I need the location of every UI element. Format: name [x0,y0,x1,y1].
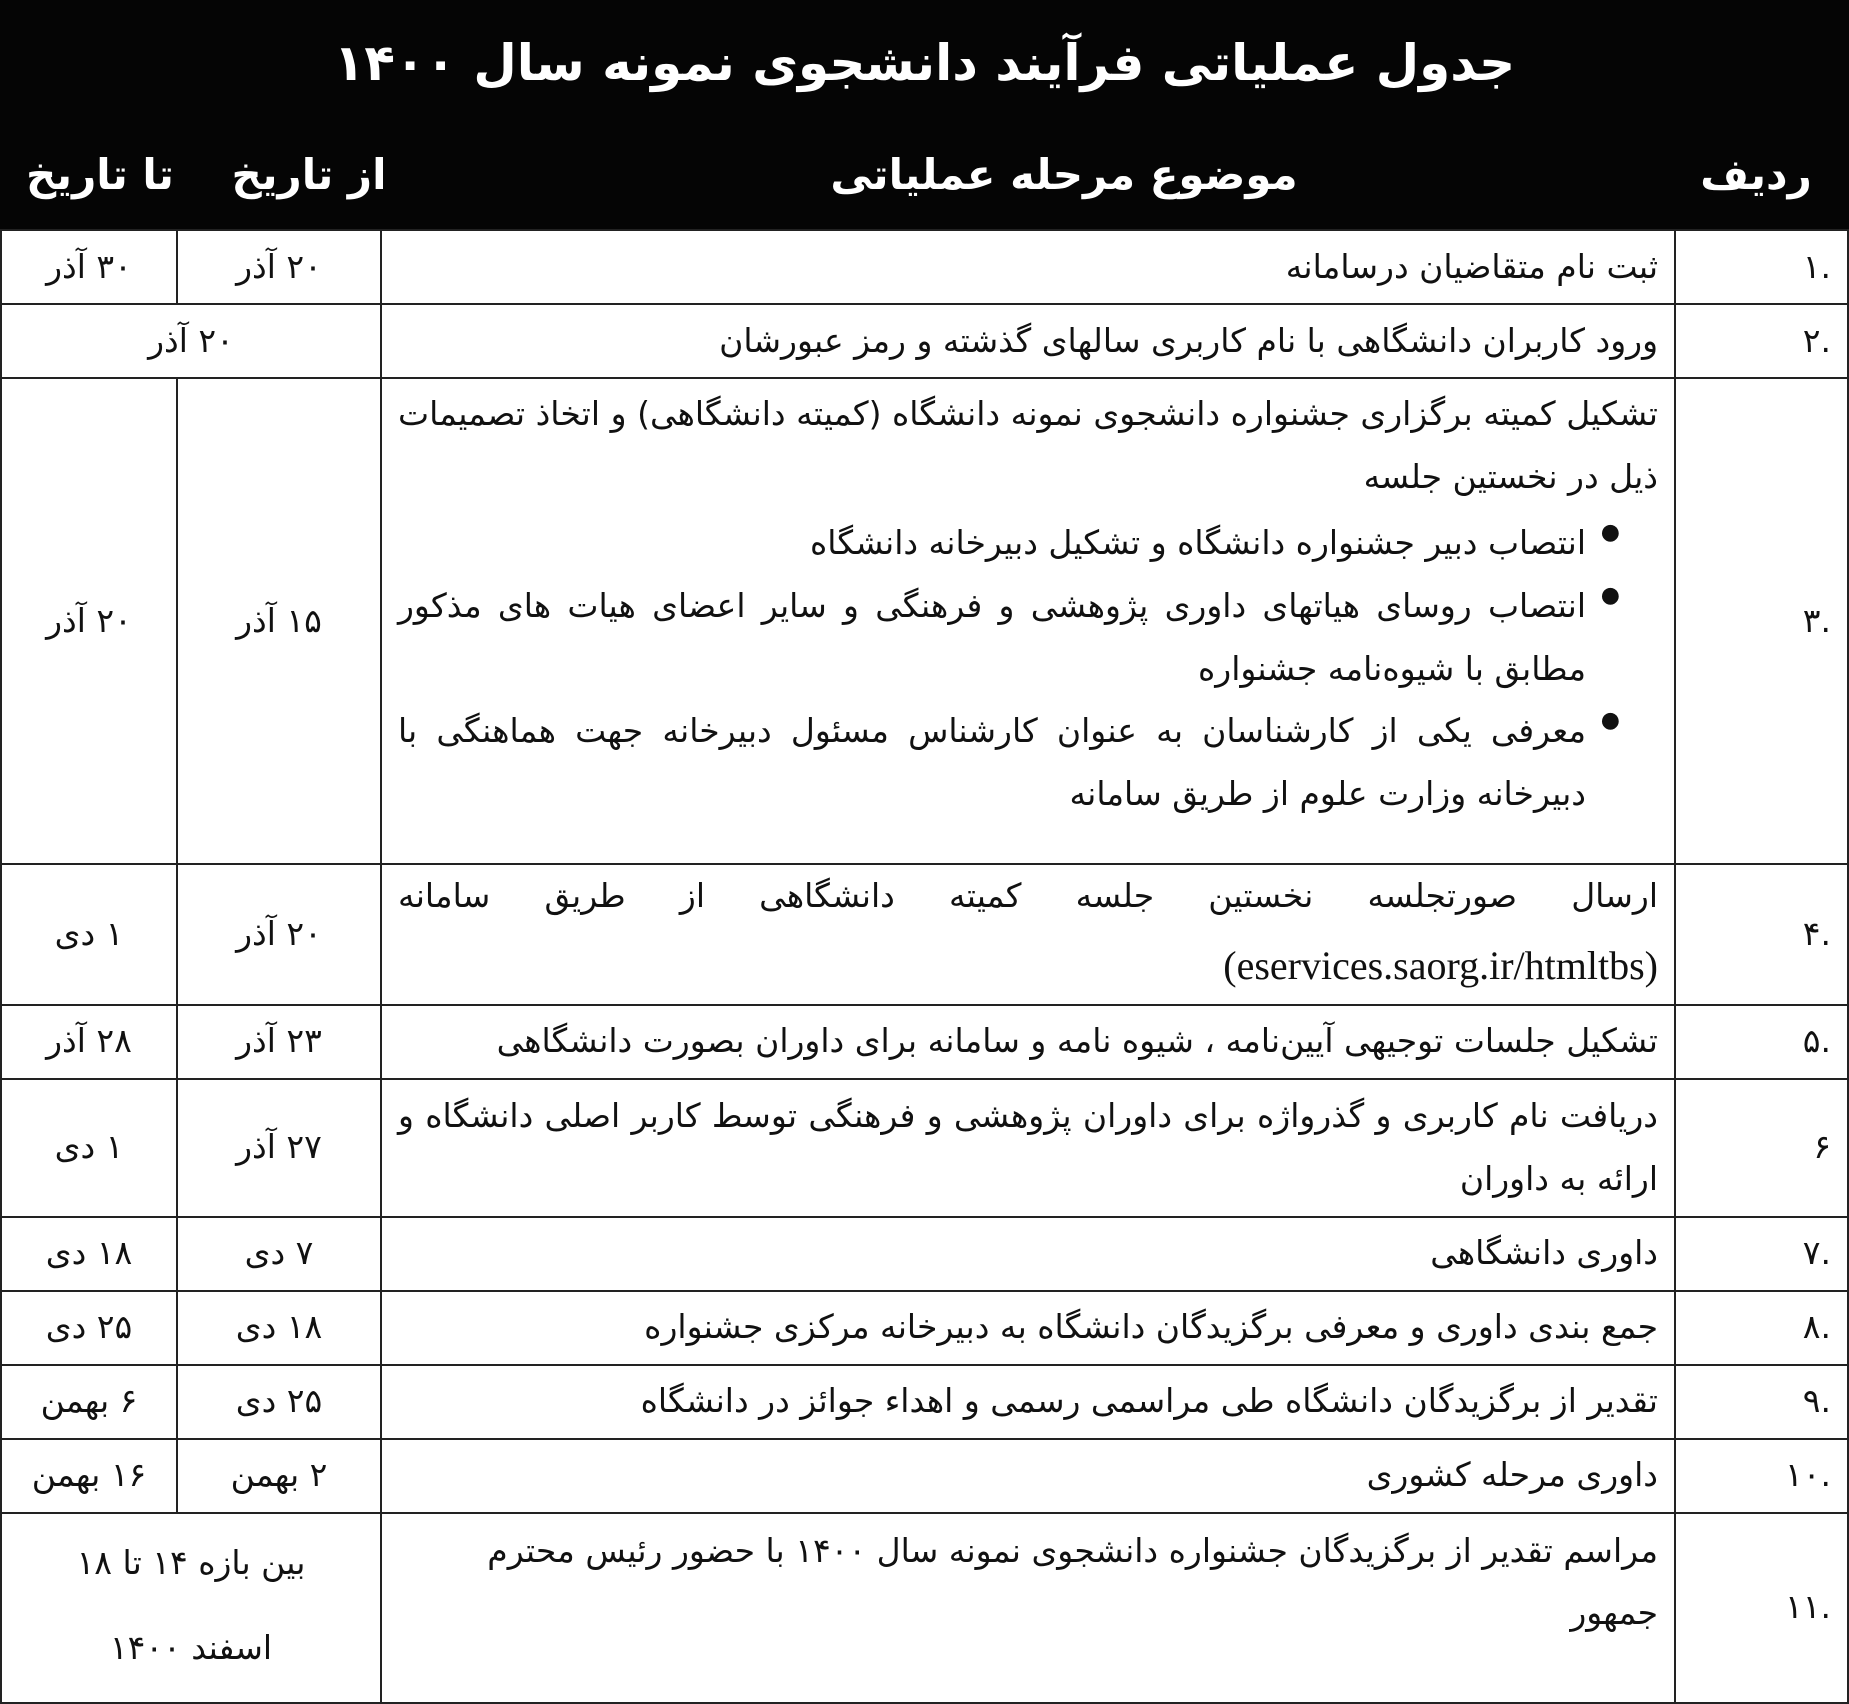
list-item: ● انتصاب دبیر جشنواره دانشگاه و تشکیل دبیرخانه دانشگاه [398,512,1620,575]
row-to-date: ۶ بهمن [1,1365,177,1439]
table-row [1,304,1848,378]
table-row [1,1079,1848,1217]
row-subject [381,864,1675,1005]
sub-url: (eservices.saorg.ir/htmltbs) [1223,942,1658,988]
row-to-date: ۱۶ بهمن [1,1439,177,1513]
row-from-date: ۲۷ آذر [177,1079,381,1217]
header-to-date: تا تاریخ [26,150,174,199]
row-number: .۴ [1675,864,1848,1005]
row-subject: ثبت نام متقاضیان درسامانه [381,230,1675,304]
row-to-date: ۱۸ دی [1,1217,177,1291]
row-to-date: ۳۰ آذر [1,230,177,304]
row-to-date: ۲۵ دی [1,1291,177,1365]
row-from-date: ۲۰ آذر [177,230,381,304]
row-subject: دریافت نام کاربری و گذرواژه برای داوران پژوهشی و فرهنگی توسط کاربر اصلی دانشگاه و ارائه به داوران [381,1079,1675,1217]
row-subject: تشکیل جلسات توجیهی آیین‌نامه ، شیوه نامه و سامانه برای داوران بصورت دانشگاهی [381,1005,1675,1079]
row-subject [381,378,1675,864]
row-number: ۶ [1675,1079,1848,1217]
row-from-date: ۱۵ آذر [177,378,381,864]
header-radif: ردیف [1700,150,1812,199]
list-item: ● معرفی یکی از کارشناسان به عنوان کارشناس مسئول دبیرخانه جهت هماهنگی با دبیرخانه وزارت علوم از طریق سامانه [398,700,1620,825]
row-number: .۷ [1675,1217,1848,1291]
decision-list [398,512,1658,825]
row-from-date: ۲۳ آذر [177,1005,381,1079]
row-subject: داوری دانشگاهی [381,1217,1675,1291]
row-to-date: ۲۰ آذر [1,378,177,864]
row-date: ۲۰ آذر [1,304,381,378]
table-row [1,378,1848,864]
table-row [1,1005,1848,1079]
row-date [1,1513,381,1703]
list-item: ● انتصاب روسای هیاتهای داوری پژوهشی و فرهنگی و سایر اعضای هیات های مذکور مطابق با شیوه‌نامه جشنواره [398,575,1620,700]
schedule-table [0,229,1849,1704]
row-subject: تقدیر از برگزیدگان دانشگاه طی مراسمی رسمی و اهداء جوائز در دانشگاه [381,1365,1675,1439]
row-number: .۱۰ [1675,1439,1848,1513]
row-subject-text: ارسال صورتجلسه نخستین جلسه کمیته دانشگاهی از طریق سامانه [398,876,1658,915]
row-to-date: ۱ دی [1,864,177,1005]
row-from-date: ۷ دی [177,1217,381,1291]
table-row [1,1513,1848,1703]
table-row [1,1439,1848,1513]
row-from-date: ۲۵ دی [177,1365,381,1439]
row-subject: ورود کاربران دانشگاهی با نام کاربری سالهای گذشته و رمز عبورشان [381,304,1675,378]
table-header-band [0,0,1849,229]
row-from-date: ۲۰ آذر [177,864,381,1005]
date-range-line: اسفند ۱۴۰۰ [109,1628,273,1668]
row-subject: جمع بندی داوری و معرفی برگزیدگان دانشگاه به دبیرخانه مرکزی جشنواره [381,1291,1675,1365]
date-range-line: بین بازه ۱۴ تا ۱۸ [76,1542,306,1582]
row-number: .۸ [1675,1291,1848,1365]
document-title: جدول عملیاتی فرآیند دانشجوی نمونه سال ۱۴۰۰ [333,34,1516,92]
row-number: .۳ [1675,378,1848,864]
row-to-date: ۲۸ آذر [1,1005,177,1079]
row-from-date: ۲ بهمن [177,1439,381,1513]
table-row [1,1291,1848,1365]
row-number: .۲ [1675,304,1848,378]
row-number: .۱ [1675,230,1848,304]
header-from-date: از تاریخ [231,150,387,199]
table-row [1,864,1848,1005]
row-number: .۵ [1675,1005,1848,1079]
table-row [1,1217,1848,1291]
row-number: .۹ [1675,1365,1848,1439]
table-row [1,230,1848,304]
row-to-date: ۱ دی [1,1079,177,1217]
row-number: .۱۱ [1675,1513,1848,1703]
row-subject-text: تشکیل کمیته برگزاری جشنواره دانشجوی نمونه دانشگاه (کمیته دانشگاهی) و اتخاذ تصمیمات ذیل در نخستین جلسه [398,394,1658,496]
row-subject: مراسم تقدیر از برگزیدگان جشنواره دانشجوی نمونه سال ۱۴۰۰ با حضور رئیس محترم جمهور [381,1513,1675,1703]
table-row [1,1365,1848,1439]
row-from-date: ۱۸ دی [177,1291,381,1365]
row-subject: داوری مرحله کشوری [381,1439,1675,1513]
header-subject: موضوع مرحله عملیاتی [830,150,1298,199]
